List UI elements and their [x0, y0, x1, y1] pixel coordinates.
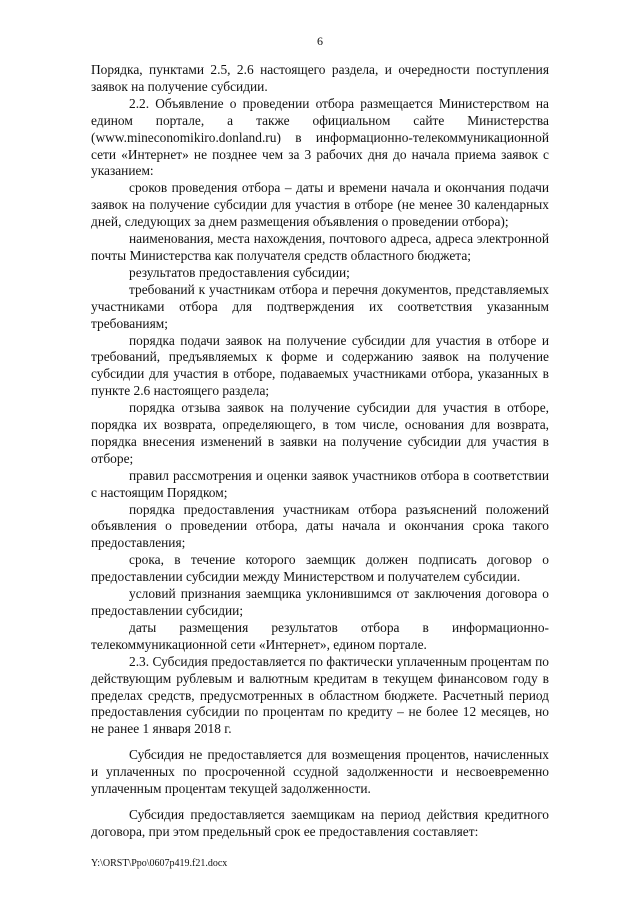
- paragraph: требований к участникам отбора и перечня документов, представляемых участниками отбора для подтверждения их соответствия указанным требованиям;: [91, 281, 549, 331]
- paragraph: порядка предоставления участникам отбора разъяснений положений объявления о проведении отбора, даты начала и окончания срока такого предоставления;: [91, 501, 549, 551]
- paragraph: правил рассмотрения и оценки заявок участников отбора в соответствии с настоящим Порядком;: [91, 467, 549, 500]
- paragraph: наименования, места нахождения, почтового адреса, адреса электронной почты Министерства как получателя средств областного бюджета;: [91, 231, 549, 263]
- document-body: [91, 62, 549, 841]
- paragraph: порядка отзыва заявок на получение субсидии для участия в отборе, порядка их возврата, определяющего, в том числе, основания для возврата, порядка внесения изменений в заявки на получение субсидии для участия в отборе;: [91, 400, 549, 466]
- paragraph: даты размещения результатов отбора в информационно-телекоммуникационной сети «Интернет», едином портале.: [91, 619, 549, 652]
- paragraph: результатов предоставления субсидии;: [129, 264, 350, 280]
- paragraph: Субсидия предоставляется заемщикам на период действия кредитного договора, при этом предельный срок ее предоставления составляет:: [91, 806, 549, 839]
- file-path-footer: Y:\ORST\Ppo\0607p419.f21.docx: [91, 858, 228, 869]
- paragraph: Субсидия не предоставляется для возмещения процентов, начисленных и уплаченных по просроченной ссудной задолженности и несвоевременно уплаченным процентам текущей задолженности.: [91, 747, 549, 797]
- paragraph: порядка подачи заявок на получение субсидии для участия в отборе и требований, предъявляемых к форме и содержанию заявок на получение субсидии для участия в отборе, подаваемых участниками отбора, указанных в пункте 2.6 настоящего раздела;: [91, 332, 549, 399]
- page-number: 6: [317, 34, 323, 48]
- paragraph: сроков проведения отбора – даты и времени начала и окончания подачи заявок на получение субсидии для участия в отборе (не менее 30 календарных дней, следующих за днем размещения объявления о проведении отбора);: [91, 180, 549, 230]
- paragraph: срока, в течение которого заемщик должен подписать договор о предоставлении субсидии между Министерством и получателем субсидии.: [91, 552, 549, 585]
- paragraph: Порядка, пунктами 2.5, 2.6 настоящего раздела, и очередности поступления заявок на получение субсидии.: [91, 62, 549, 94]
- paragraph-section-2-3: 2.3. Субсидия предоставляется по фактически уплаченным процентам по действующим рублевым и валютным кредитам в текущем финансовом году в пределах средств, предусмотренных в областном бюджете. Расчетный период предоставления субсидии по процентам по кредиту – не более 12 месяцев, но не ранее 1 января 2018 г.: [91, 653, 549, 737]
- paragraph-section-2-2: 2.2. Объявление о проведении отбора размещается Министерством на едином портале, а также официальном сайте Министерства (www.mineconomikiro.donland.ru) в информационно-телекоммуникационной сети «Интернет» не позднее чем за 3 рабочих дня до начала приема заявок с указанием:: [91, 95, 549, 179]
- paragraph: условий признания заемщика уклонившимся от заключения договора о предоставлении субсидии;: [91, 586, 549, 618]
